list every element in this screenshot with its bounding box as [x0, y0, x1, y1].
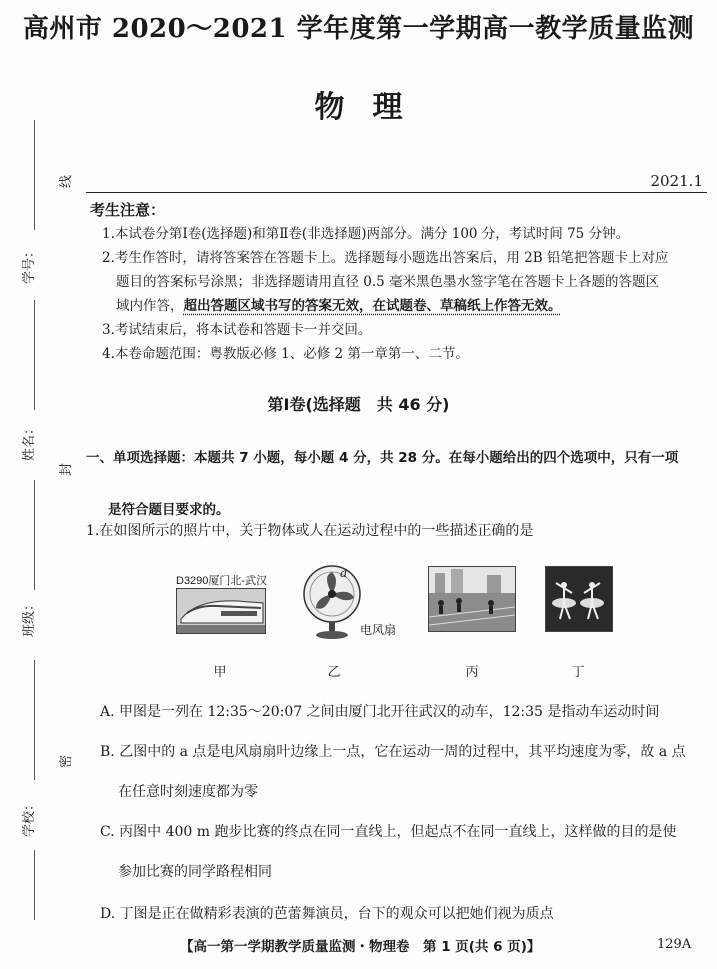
- option-c-line-2: 参加比赛的同学路程相同: [118, 864, 272, 880]
- section-title: 第Ⅰ卷(选择题 共 46 分): [267, 395, 450, 414]
- notice-item-2-emphasis: 超出答题区域书写的答案无效，在试题卷、草稿纸上作答无效。: [183, 298, 562, 314]
- binding-line-5: [34, 850, 35, 920]
- running-track-icon: [429, 567, 515, 631]
- ballet-dancers-icon: [546, 567, 612, 631]
- subject-title: 物理: [314, 90, 431, 125]
- figure-caption-yi: 乙: [327, 665, 341, 680]
- electric-fan-icon: [300, 564, 364, 640]
- seal-mark-secret: 密: [59, 754, 75, 769]
- binding-line-4: [34, 660, 35, 780]
- binding-line-3: [34, 480, 35, 590]
- option-b-line-2: 在任意时刻速度都为零: [118, 784, 258, 800]
- option-d: D. 丁图是正在做精彩表演的芭蕾舞演员，台下的观众可以把她们视为质点: [100, 906, 554, 922]
- margin-label-student-id: 学号：: [22, 244, 38, 285]
- seal-mark-seal: 封: [59, 462, 75, 477]
- notice-item-2-line-1: 2.考生作答时，请将答案答在答题卡上。选择题每小题选出答案后，用 2B 铅笔把答题卡上对应: [102, 250, 669, 266]
- figure-ballet-image: [545, 566, 613, 632]
- figure-train-label: D3290厦门北-武汉: [176, 575, 268, 587]
- figure-caption-jia: 甲: [213, 665, 227, 680]
- fan-point-label: a: [340, 566, 348, 580]
- figure-fan-image: [300, 564, 364, 640]
- figure-caption-bing: 丙: [465, 665, 479, 680]
- mc-instructions-line-2: 是符合题目要求的。: [108, 502, 230, 518]
- binding-line-1: [34, 120, 35, 230]
- seal-mark-line: 线: [59, 174, 75, 189]
- margin-label-class: 班级：: [22, 597, 38, 638]
- page-footer: 【高一第一学期教学质量监测・物理卷 第 1 页(共 6 页)】: [180, 939, 541, 955]
- notice-item-4: 4.本卷命题范围：粤教版必修 1、必修 2 第一章第一、二节。: [102, 346, 469, 362]
- train-icon: [177, 589, 265, 633]
- notice-item-3: 3.考试结束后，将本试卷和答题卡一并交回。: [102, 322, 372, 338]
- notice-title: 考生注意：: [90, 201, 166, 219]
- margin-label-school: 学校：: [22, 797, 38, 838]
- notice-item-2-line-2: 题目的答案标号涂黑；非选择题请用直径 0.5 毫米黑色墨水签字笔在答题卡上各题的答题区: [116, 274, 660, 290]
- notice-list: [102, 222, 692, 366]
- margin-label-name: 姓名：: [22, 421, 38, 462]
- figure-caption-ding: 丁: [571, 665, 585, 680]
- fan-label: 电风扇: [360, 623, 397, 637]
- exam-title: 高州市 2020～2021 学年度第一学期高一教学质量监测: [22, 14, 695, 44]
- option-c-line-1: C. 丙图中 400 m 跑步比赛的终点在同一直线上，但起点不在同一直线上，这样做的目的是使: [100, 824, 677, 840]
- figure-track-image: [428, 566, 516, 632]
- header-rule: [86, 192, 707, 193]
- option-a: A. 甲图是一列在 12:35～20:07 之间由厦门北开往武汉的动车，12:35 是指动车运动时间: [100, 704, 660, 720]
- exam-date: 2021.1: [650, 172, 703, 190]
- question-1-stem: 1.在如图所示的照片中，关于物体或人在运动过程中的一些描述正确的是: [86, 523, 534, 539]
- figure-train-image: [176, 588, 266, 634]
- notice-item-2-line-3-text: 域内作答，: [116, 298, 184, 314]
- paper-code: 129A: [657, 937, 692, 952]
- option-b-line-1: B. 乙图中的 a 点是电风扇扇叶边缘上一点，它在运动一周的过程中，其平均速度为零，故 a 点: [100, 744, 686, 760]
- notice-item-1: 1.本试卷分第Ⅰ卷(选择题)和第Ⅱ卷(非选择题)两部分。满分 100 分，考试时间 75 分钟。: [102, 226, 630, 242]
- notice-item-2-line-3: [102, 294, 692, 318]
- mc-instructions-line-1: 一、单项选择题：本题共 7 小题，每小题 4 分，共 28 分。在每小题给出的四个选项中，只有一项: [86, 450, 679, 466]
